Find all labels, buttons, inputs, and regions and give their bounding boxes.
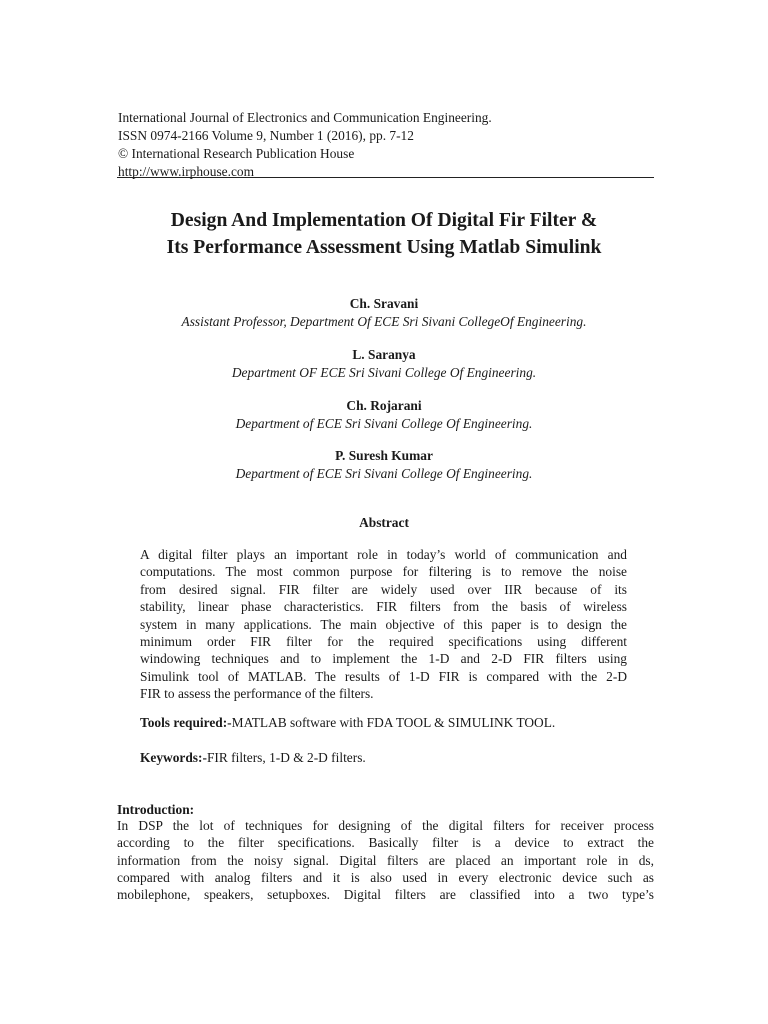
abstract-heading: Abstract — [359, 515, 409, 530]
keywords-value: FIR filters, 1-D & 2-D filters. — [206, 750, 366, 765]
introduction-line: compared with analog filters and it is also used in every electronic device such as — [117, 869, 654, 885]
abstract-line: computations. The most common purpose for filtering is to remove the noise — [140, 564, 627, 580]
author-name: P. Suresh Kumar — [335, 448, 433, 463]
journal-url[interactable]: http://www.irphouse.com — [118, 164, 254, 179]
tools-value: MATLAB software with FDA TOOL & SIMULINK TOOL. — [231, 715, 556, 730]
abstract-line: system in many applications. The main objective of this paper is to design the — [140, 616, 627, 632]
introduction-line: information from the noisy signal. Digital filters are placed an important role in ds, — [117, 852, 654, 868]
keywords-label: Keywords:- — [140, 750, 207, 765]
publisher-line: © International Research Publication House — [118, 146, 355, 161]
author-name: Ch. Rojarani — [346, 398, 422, 413]
introduction-line: according to the filter specifications. Basically filter is a device to extract the — [117, 835, 654, 851]
author-affiliation: Department OF ECE Sri Sivani College Of Engineering. — [231, 365, 537, 380]
author-affiliation: Department of ECE Sri Sivani College Of Engineering. — [235, 416, 533, 431]
author-name: Ch. Sravani — [349, 296, 419, 311]
introduction-line: In DSP the lot of techniques for designing of the digital filters for receiver process — [117, 818, 654, 833]
title-line-1: Design And Implementation Of Digital Fir Filter & — [170, 210, 598, 231]
abstract-line: minimum order FIR filter for the required specifications using different — [140, 634, 627, 650]
abstract-body — [140, 546, 627, 703]
abstract-line: FIR to assess the performance of the filters. — [140, 686, 374, 702]
keywords — [140, 749, 640, 767]
introduction-line: mobilephone, speakers, setupboxes. Digital filters are classified into a two type’s — [117, 887, 654, 903]
header-divider — [117, 177, 654, 178]
author-1 — [100, 295, 668, 331]
paper-title — [100, 207, 668, 261]
title-line-2: Its Performance Assessment Using Matlab Simulink — [166, 237, 602, 258]
author-affiliation: Department of ECE Sri Sivani College Of Engineering. — [235, 466, 533, 481]
introduction-body — [117, 817, 654, 903]
author-name: L. Saranya — [352, 347, 416, 362]
abstract-line: Simulink tool of MATLAB. The results of 1-D FIR is compared with the 2-D — [140, 668, 627, 684]
journal-header — [118, 109, 654, 181]
introduction-heading: Introduction: — [117, 802, 195, 817]
abstract-line: windowing techniques and to implement the 1-D and 2-D FIR filters using — [140, 651, 627, 667]
author-4 — [100, 447, 668, 483]
issn-line: ISSN 0974-2166 Volume 9, Number 1 (2016), pp. 7-12 — [118, 128, 414, 143]
author-3 — [100, 397, 668, 433]
author-2 — [100, 346, 668, 382]
tools-required — [140, 714, 640, 732]
tools-label: Tools required:- — [140, 715, 232, 730]
author-affiliation: Assistant Professor, Department Of ECE Sri Sivani CollegeOf Engineering. — [181, 314, 587, 329]
abstract-line: A digital filter plays an important role in today’s world of communication and — [140, 547, 627, 562]
abstract-line: stability, linear phase characteristics. FIR filters from the basis of wireless — [140, 599, 627, 615]
journal-name: International Journal of Electronics and Communication Engineering. — [118, 110, 492, 125]
abstract-line: from desired signal. FIR filter are widely used over IIR because of its — [140, 581, 627, 597]
